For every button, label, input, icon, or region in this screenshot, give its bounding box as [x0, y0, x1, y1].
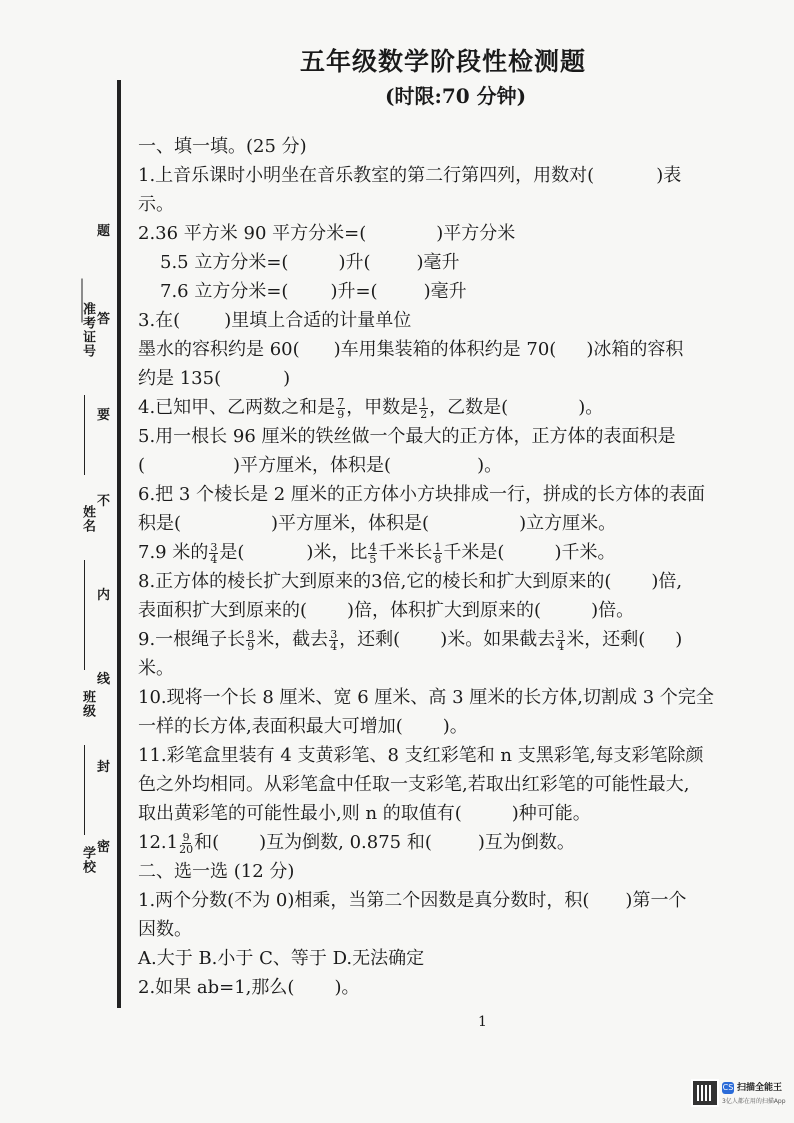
- q12-line: 12.1 $\frac{9}{20}$ 和( )互为倒数, 0.875 和( )互为倒数。: [138, 830, 575, 856]
- q7-line: 7.9 米的 $\frac{3}{4}$ 是( )米，比 $\frac{4}{5}$ 千米长 $\frac{1}{8}$ 千米是( )千米。: [138, 540, 616, 566]
- school-label: 学校: [80, 846, 95, 874]
- seal-char-8: 密: [97, 840, 112, 855]
- q2-line-1: 2.36 平方米 90 平方分米=( )平方分米: [138, 223, 516, 244]
- class-label: 班级: [80, 690, 95, 718]
- q1-line-1: 1.上音乐课时小明坐在音乐教室的第二行第四列，用数对( )表: [138, 165, 682, 186]
- fraction-1-8: $\frac{1}{8}$: [434, 540, 442, 566]
- section-1-heading: 一、填一填。(25 分): [138, 136, 307, 157]
- fraction-3-4-cut: $\frac{3}{4}$: [330, 627, 338, 653]
- q8-line-2: 表面积扩大到原来的( )倍，体积扩大到原来的( )倍。: [138, 600, 635, 621]
- fraction-1-2: $\frac{1}{2}$: [420, 395, 428, 421]
- q5-line-1: 5.用一根长 96 厘米的铁丝做一个最大的正方体，正方体的表面积是: [138, 426, 676, 447]
- q10-line-2: 一样的长方体,表面积最大可增加( )。: [138, 716, 468, 737]
- scanner-watermark: [691, 1079, 791, 1109]
- q4-line: 4.已知甲、乙两数之和是 $\frac{7}{9}$ ，甲数是 $\frac{1}{2}$ ，乙数是( )。: [138, 395, 604, 421]
- seal-char-3: 要: [97, 408, 112, 423]
- camscanner-logo-icon: CS: [722, 1083, 734, 1092]
- name-label: 姓名: [80, 505, 95, 533]
- seal-char-2: 答: [97, 312, 112, 327]
- exam-title: 五年级数学阶段性检测题: [300, 47, 587, 76]
- q2-line-2: 5.5 立方分米=( )升( )毫升: [160, 252, 460, 273]
- school-underline: [84, 745, 85, 835]
- seal-char-4: 不: [97, 494, 112, 509]
- section-2-heading: 二、选一选 (12 分): [138, 861, 295, 882]
- s2-q1-line-2: 因数。: [138, 919, 192, 940]
- fraction-4-5: $\frac{4}{5}$: [369, 540, 377, 566]
- q11-line-1: 11.彩笔盒里装有 4 支黄彩笔、8 支红彩笔和 n 支黑彩笔,每支彩笔除颜: [138, 745, 704, 766]
- seal-char-1: 题: [97, 224, 112, 239]
- fraction-3-4: $\frac{3}{4}$: [210, 540, 218, 566]
- name-underline: [84, 395, 85, 475]
- scanner-app-name: 扫描全能王: [737, 1083, 783, 1093]
- q1-line-2: 示。: [138, 194, 174, 215]
- qr-code-icon: [691, 1079, 719, 1107]
- q9-line-2: 米。: [138, 658, 174, 679]
- q11-line-3: 取出黄彩笔的可能性最小,则 n 的取值有( )种可能。: [138, 803, 591, 824]
- q5-line-2: ( )平方厘米，体积是( )。: [138, 455, 503, 476]
- q3-line-1: 3.在( )里填上合适的计量单位: [138, 310, 412, 331]
- s2-q1-line-1: 1.两个分数(不为 0)相乘，当第二个因数是真分数时，积( )第一个: [138, 890, 687, 911]
- fraction-7-9: $\frac{7}{9}$: [337, 395, 345, 421]
- exam-body: [138, 132, 770, 1002]
- q6-line-2: 积是( )平方厘米，体积是( )立方厘米。: [138, 513, 617, 534]
- page-number: 1: [478, 1014, 487, 1030]
- s2-q1-options: A.大于 B.小于 C、等于 D.无法确定: [138, 948, 425, 969]
- fraction-9-20: $\frac{9}{20}$: [179, 830, 194, 856]
- q8-line-1: 8.正方体的棱长扩大到原来的3倍,它的棱长和扩大到原来的( )倍,: [138, 571, 683, 592]
- seal-char-7: 封: [97, 760, 112, 775]
- scanner-tagline: 3亿人都在用的扫描App: [722, 1098, 786, 1105]
- fraction-8-9: $\frac{8}{9}$: [247, 627, 255, 653]
- binding-line: [117, 80, 121, 1008]
- q10-line-1: 10.现将一个长 8 厘米、宽 6 厘米、高 3 厘米的长方体,切割成 3 个完全: [138, 687, 714, 708]
- q3-line-2: 墨水的容积约是 60( )车用集装箱的体积约是 70( )冰箱的容积: [138, 339, 684, 360]
- q3-line-3: 约是 135( ): [138, 368, 291, 389]
- exam-time-limit: (时限:70 分钟): [385, 84, 527, 108]
- class-underline: [84, 560, 85, 670]
- seal-char-6: 线: [97, 672, 112, 687]
- q9-line-1: 9.一根绳子长 $\frac{8}{9}$ 米，截去 $\frac{3}{4}$ ，还剩( )米。如果截去 $\frac{3}{4}$ 米，还剩( ): [138, 627, 683, 653]
- q11-line-2: 色之外均相同。从彩笔盒中任取一支彩笔,若取出红彩笔的可能性最大,: [138, 774, 690, 795]
- q6-line-1: 6.把 3 个棱长是 2 厘米的正方体小方块排成一行，拼成的长方体的表面: [138, 484, 705, 505]
- s2-q2-line: 2.如果 ab=1,那么( )。: [138, 977, 360, 998]
- q2-line-3: 7.6 立方分米=( )升=( )毫升: [160, 281, 467, 302]
- exam-number-underline: [82, 279, 83, 323]
- fraction-3-4-cut-meters: $\frac{3}{4}$: [557, 627, 565, 653]
- exam-number-label: 准考证号: [80, 302, 95, 358]
- seal-char-5: 内: [97, 588, 112, 603]
